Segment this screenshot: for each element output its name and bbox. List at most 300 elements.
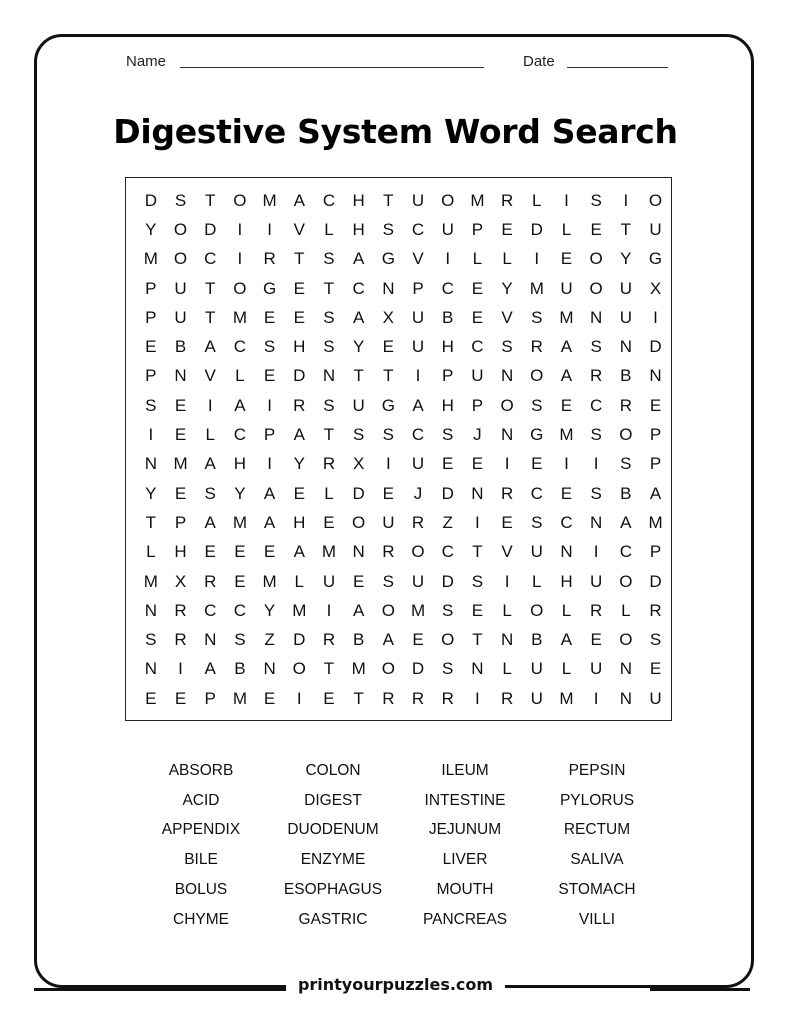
grid-letter[interactable]: E [293,483,305,503]
grid-letter[interactable]: M [262,190,277,210]
grid-letter[interactable]: I [475,688,480,708]
grid-letter[interactable]: R [322,454,336,474]
grid-letter[interactable]: A [293,542,305,562]
grid-letter[interactable]: A [560,630,573,650]
grid-letter[interactable]: N [590,307,603,327]
grid-letter[interactable]: C [411,425,425,445]
grid-letter[interactable]: P [471,395,484,415]
grid-letter[interactable]: E [263,542,276,562]
grid-letter[interactable]: M [321,542,337,562]
grid-letter[interactable]: M [559,425,574,445]
grid-letter[interactable]: U [590,659,603,679]
grid-letter[interactable]: E [352,571,365,591]
grid-letter[interactable]: B [620,366,632,386]
grid-letter[interactable]: N [144,454,157,474]
grid-letter[interactable]: R [322,630,336,650]
grid-letter[interactable]: R [293,395,306,415]
grid-letter[interactable]: A [620,512,632,532]
grid-letter[interactable]: C [619,542,632,562]
grid-letter[interactable]: S [620,454,632,474]
grid-letter[interactable]: R [411,512,425,532]
grid-letter[interactable]: I [504,571,510,591]
grid-letter[interactable]: I [445,249,451,269]
grid-letter[interactable]: C [204,600,217,620]
grid-letter[interactable]: E [471,454,484,474]
grid-letter[interactable]: C [233,337,247,357]
grid-letter[interactable]: S [323,395,335,415]
grid-letter[interactable]: A [649,483,662,503]
grid-letter[interactable]: E [323,512,335,532]
grid-letter[interactable]: M [559,688,574,708]
grid-letter[interactable]: A [204,454,216,474]
grid-letter[interactable]: X [382,307,395,327]
grid-letter[interactable]: M [232,307,247,327]
grid-letter[interactable]: U [411,307,425,327]
grid-letter[interactable]: N [471,483,484,503]
grid-letter[interactable]: U [560,278,573,298]
grid-letter[interactable]: E [649,659,662,679]
grid-letter[interactable]: R [590,366,603,386]
grid-letter[interactable]: D [530,219,543,239]
grid-letter[interactable]: E [234,571,246,591]
grid-letter[interactable]: C [441,542,454,562]
grid-letter[interactable]: E [263,307,276,327]
grid-letter[interactable]: U [322,571,336,591]
grid-letter[interactable]: A [412,395,424,415]
grid-letter[interactable]: I [148,425,154,445]
grid-letter[interactable]: H [441,395,454,415]
grid-letter[interactable]: E [174,395,187,415]
grid-letter[interactable]: R [174,600,187,620]
grid-letter[interactable]: E [560,483,573,503]
grid-letter[interactable]: H [293,337,306,357]
grid-letter[interactable]: A [204,512,216,532]
grid-letter[interactable]: B [174,337,187,357]
grid-letter[interactable]: I [267,219,272,239]
grid-letter[interactable]: T [294,249,305,269]
grid-letter[interactable]: R [263,249,276,269]
grid-letter[interactable]: G [648,249,663,269]
grid-letter[interactable]: L [324,219,334,239]
grid-letter[interactable]: C [352,278,365,298]
grid-letter[interactable]: I [504,454,510,474]
grid-letter[interactable]: O [589,278,603,298]
grid-letter[interactable]: M [559,307,574,327]
grid-letter[interactable]: T [205,307,216,327]
grid-letter[interactable]: B [234,659,246,679]
grid-letter[interactable]: L [561,600,572,620]
grid-letter[interactable]: C [530,483,543,503]
grid-letter[interactable]: L [324,483,334,503]
grid-letter[interactable]: O [233,278,247,298]
grid-letter[interactable]: E [174,425,187,445]
grid-letter[interactable]: E [590,219,602,239]
grid-letter[interactable]: D [411,659,425,679]
grid-letter[interactable]: C [233,425,247,445]
grid-letter[interactable]: U [619,307,632,327]
grid-letter[interactable]: O [173,249,188,269]
grid-letter[interactable]: H [352,219,365,239]
grid-letter[interactable]: T [472,542,483,562]
grid-letter[interactable]: N [500,630,514,650]
grid-letter[interactable]: E [382,337,395,357]
grid-letter[interactable]: V [501,542,513,562]
grid-letter[interactable]: O [530,366,544,386]
grid-letter[interactable]: E [560,395,573,415]
grid-letter[interactable]: C [590,395,603,415]
grid-letter[interactable]: L [532,571,542,591]
grid-letter[interactable]: N [619,688,632,708]
grid-letter[interactable]: N [144,600,157,620]
grid-letter[interactable]: I [385,454,391,474]
grid-letter[interactable]: D [441,571,454,591]
grid-letter[interactable]: D [293,366,306,386]
grid-letter[interactable]: E [263,366,276,386]
grid-letter[interactable]: Y [263,600,276,620]
grid-letter[interactable]: O [648,190,663,210]
grid-letter[interactable]: I [653,307,658,327]
footer-site-link[interactable]: printyourpuzzles.com [286,975,505,994]
grid-letter[interactable]: A [352,600,365,620]
grid-letter[interactable]: G [530,425,544,445]
grid-letter[interactable]: U [649,219,662,239]
grid-letter[interactable]: E [234,542,246,562]
grid-letter[interactable]: P [649,454,662,474]
grid-letter[interactable]: L [146,542,156,562]
grid-letter[interactable]: P [471,219,484,239]
grid-letter[interactable]: X [649,278,662,298]
grid-letter[interactable]: L [294,571,305,591]
grid-letter[interactable]: N [204,630,217,650]
grid-letter[interactable]: M [232,688,247,708]
grid-letter[interactable]: S [204,483,216,503]
grid-letter[interactable]: D [649,571,662,591]
grid-letter[interactable]: L [235,366,245,386]
grid-letter[interactable]: N [500,425,514,445]
grid-letter[interactable]: E [649,395,662,415]
grid-letter[interactable]: E [471,600,484,620]
grid-letter[interactable]: A [234,395,246,415]
grid-letter[interactable]: O [173,219,188,239]
grid-letter[interactable]: R [619,395,632,415]
grid-letter[interactable]: U [174,307,187,327]
grid-letter[interactable]: U [382,512,395,532]
grid-letter[interactable]: T [205,190,216,210]
grid-letter[interactable]: U [530,659,543,679]
grid-letter[interactable]: V [412,249,424,269]
grid-letter[interactable]: I [564,190,569,210]
grid-letter[interactable]: A [204,659,216,679]
grid-letter[interactable]: O [381,600,395,620]
grid-letter[interactable]: D [352,483,365,503]
grid-letter[interactable]: U [441,219,454,239]
grid-letter[interactable]: I [593,688,599,708]
grid-letter[interactable]: S [174,190,187,210]
grid-letter[interactable]: V [293,219,305,239]
grid-letter[interactable]: N [322,366,336,386]
grid-letter[interactable]: E [471,278,484,298]
grid-letter[interactable]: H [293,512,306,532]
grid-letter[interactable]: M [351,659,366,679]
grid-letter[interactable]: M [292,600,307,620]
grid-letter[interactable]: V [204,366,216,386]
grid-letter[interactable]: S [590,483,602,503]
grid-letter[interactable]: P [145,366,157,386]
grid-letter[interactable]: I [593,454,599,474]
grid-letter[interactable]: I [326,600,332,620]
grid-letter[interactable]: E [442,454,454,474]
grid-letter[interactable]: A [263,483,276,503]
grid-letter[interactable]: Y [352,337,365,357]
grid-letter[interactable]: R [441,688,454,708]
grid-letter[interactable]: R [500,483,514,503]
grid-letter[interactable]: D [441,483,454,503]
grid-letter[interactable]: E [590,630,602,650]
grid-letter[interactable]: U [411,454,425,474]
grid-letter[interactable]: S [531,395,543,415]
grid-letter[interactable]: N [174,366,187,386]
grid-letter[interactable]: I [534,249,540,269]
grid-letter[interactable]: P [204,688,216,708]
grid-letter[interactable]: H [560,571,573,591]
grid-letter[interactable]: D [144,190,157,210]
grid-letter[interactable]: P [174,512,187,532]
grid-letter[interactable]: H [233,454,247,474]
grid-letter[interactable]: C [204,249,217,269]
grid-letter[interactable]: I [237,219,243,239]
grid-letter[interactable]: E [293,307,305,327]
grid-letter[interactable]: L [621,600,631,620]
grid-letter[interactable]: A [263,512,276,532]
grid-letter[interactable]: R [204,571,217,591]
grid-letter[interactable]: T [383,366,394,386]
grid-letter[interactable]: Y [145,483,157,503]
grid-letter[interactable]: O [292,659,306,679]
grid-letter[interactable]: E [293,278,305,298]
grid-letter[interactable]: N [500,366,514,386]
grid-letter[interactable]: N [560,542,573,562]
grid-letter[interactable]: E [501,512,513,532]
grid-letter[interactable]: N [590,512,603,532]
grid-letter[interactable]: S [531,512,543,532]
grid-letter[interactable]: U [590,571,603,591]
grid-letter[interactable]: E [531,454,543,474]
grid-letter[interactable]: Z [264,630,275,650]
grid-letter[interactable]: I [564,454,569,474]
grid-letter[interactable]: S [442,600,454,620]
grid-letter[interactable]: P [263,425,276,445]
grid-letter[interactable]: P [412,278,424,298]
grid-letter[interactable]: L [502,249,512,269]
grid-letter[interactable]: T [620,219,632,239]
grid-letter[interactable]: J [473,425,482,445]
grid-letter[interactable]: D [293,630,306,650]
grid-letter[interactable]: T [353,366,364,386]
grid-letter[interactable]: A [293,425,305,445]
grid-letter[interactable]: L [502,600,512,620]
grid-letter[interactable]: E [145,688,157,708]
grid-letter[interactable]: C [560,512,573,532]
grid-letter[interactable]: A [293,190,305,210]
grid-letter[interactable]: U [471,366,484,386]
grid-letter[interactable]: L [502,659,512,679]
grid-letter[interactable]: R [649,600,662,620]
grid-letter[interactable]: O [589,249,603,269]
grid-letter[interactable]: L [561,219,572,239]
grid-letter[interactable]: O [381,659,395,679]
grid-letter[interactable]: E [323,688,335,708]
grid-letter[interactable]: G [262,278,277,298]
grid-letter[interactable]: Y [234,483,246,503]
grid-letter[interactable]: T [323,425,335,445]
name-field[interactable] [180,67,484,68]
grid-letter[interactable]: Y [501,278,513,298]
grid-letter[interactable]: S [145,395,157,415]
grid-letter[interactable]: I [267,454,272,474]
grid-letter[interactable]: S [590,337,602,357]
grid-letter[interactable]: S [590,190,602,210]
grid-letter[interactable]: R [590,600,603,620]
grid-letter[interactable]: T [323,278,335,298]
grid-letter[interactable]: C [471,337,484,357]
grid-letter[interactable]: S [352,425,365,445]
grid-letter[interactable]: S [323,249,335,269]
grid-letter[interactable]: N [649,366,662,386]
grid-letter[interactable]: O [619,630,633,650]
grid-letter[interactable]: U [352,395,365,415]
grid-letter[interactable]: M [648,512,663,532]
grid-letter[interactable]: L [532,190,542,210]
grid-letter[interactable]: R [500,688,514,708]
grid-letter[interactable]: M [529,278,544,298]
grid-letter[interactable]: S [382,219,395,239]
grid-letter[interactable]: S [442,425,454,445]
grid-letter[interactable]: B [352,630,365,650]
grid-letter[interactable]: E [263,688,276,708]
grid-letter[interactable]: I [237,249,243,269]
grid-letter[interactable]: E [412,630,424,650]
grid-letter[interactable]: P [442,366,454,386]
grid-letter[interactable]: G [381,249,395,269]
grid-letter[interactable]: U [174,278,187,298]
grid-letter[interactable]: B [442,307,454,327]
grid-letter[interactable]: M [143,249,158,269]
grid-letter[interactable]: S [590,425,602,445]
grid-letter[interactable]: N [382,278,395,298]
grid-letter[interactable]: T [205,278,216,298]
grid-letter[interactable]: P [649,542,662,562]
grid-letter[interactable]: N [619,659,632,679]
grid-letter[interactable]: I [593,542,599,562]
grid-letter[interactable]: S [442,659,454,679]
grid-letter[interactable]: N [263,659,276,679]
grid-letter[interactable]: X [352,454,365,474]
grid-letter[interactable]: A [560,366,573,386]
grid-letter[interactable]: N [619,337,632,357]
grid-letter[interactable]: N [471,659,484,679]
grid-letter[interactable]: R [174,630,187,650]
grid-letter[interactable]: A [204,337,216,357]
grid-letter[interactable]: I [415,366,421,386]
grid-letter[interactable]: E [560,249,573,269]
grid-letter[interactable]: M [232,512,247,532]
grid-letter[interactable]: Y [145,219,157,239]
grid-letter[interactable]: M [470,190,485,210]
grid-letter[interactable]: R [382,688,395,708]
grid-letter[interactable]: O [441,190,455,210]
grid-letter[interactable]: C [233,600,247,620]
grid-letter[interactable]: R [500,190,514,210]
grid-letter[interactable]: S [649,630,662,650]
grid-letter[interactable]: S [145,630,157,650]
grid-letter[interactable]: N [144,659,157,679]
grid-letter[interactable]: S [263,337,276,357]
grid-letter[interactable]: A [560,337,573,357]
grid-letter[interactable]: I [296,688,302,708]
grid-letter[interactable]: U [619,278,632,298]
grid-letter[interactable]: R [382,542,395,562]
grid-letter[interactable]: T [145,512,157,532]
date-field[interactable] [567,67,668,68]
grid-letter[interactable]: T [383,190,394,210]
grid-letter[interactable]: D [649,337,662,357]
grid-letter[interactable]: E [471,307,484,327]
grid-letter[interactable]: U [411,190,425,210]
grid-letter[interactable]: U [411,571,425,591]
grid-letter[interactable]: Y [293,454,305,474]
grid-letter[interactable]: A [382,630,395,650]
grid-letter[interactable]: D [204,219,217,239]
grid-letter[interactable]: P [145,307,157,327]
grid-letter[interactable]: O [352,512,366,532]
grid-letter[interactable]: H [174,542,187,562]
grid-letter[interactable]: I [475,512,480,532]
grid-letter[interactable]: E [174,483,187,503]
grid-letter[interactable]: U [530,688,543,708]
grid-letter[interactable]: L [205,425,215,445]
grid-letter[interactable]: O [619,425,633,445]
grid-letter[interactable]: G [381,395,395,415]
grid-letter[interactable]: S [501,337,513,357]
grid-letter[interactable]: U [411,337,425,357]
grid-letter[interactable]: S [323,307,335,327]
grid-letter[interactable]: M [262,571,277,591]
grid-letter[interactable]: L [561,659,572,679]
grid-letter[interactable]: S [323,337,335,357]
grid-letter[interactable]: X [174,571,187,591]
grid-letter[interactable]: U [530,542,543,562]
grid-letter[interactable]: H [352,190,365,210]
grid-letter[interactable]: T [472,630,483,650]
grid-letter[interactable]: M [410,600,426,620]
grid-letter[interactable]: I [623,190,629,210]
grid-letter[interactable]: I [267,395,272,415]
grid-letter[interactable]: C [322,190,336,210]
grid-letter[interactable]: E [204,542,216,562]
grid-letter[interactable]: P [649,425,662,445]
grid-letter[interactable]: S [234,630,246,650]
grid-letter[interactable]: M [143,571,158,591]
grid-letter[interactable]: O [530,600,544,620]
grid-letter[interactable]: A [352,249,365,269]
grid-letter[interactable]: M [173,454,188,474]
grid-letter[interactable]: O [233,190,247,210]
grid-letter[interactable]: Y [620,249,632,269]
grid-letter[interactable]: I [207,395,213,415]
grid-letter[interactable]: U [649,688,662,708]
grid-letter[interactable]: V [501,307,513,327]
grid-letter[interactable]: S [471,571,484,591]
